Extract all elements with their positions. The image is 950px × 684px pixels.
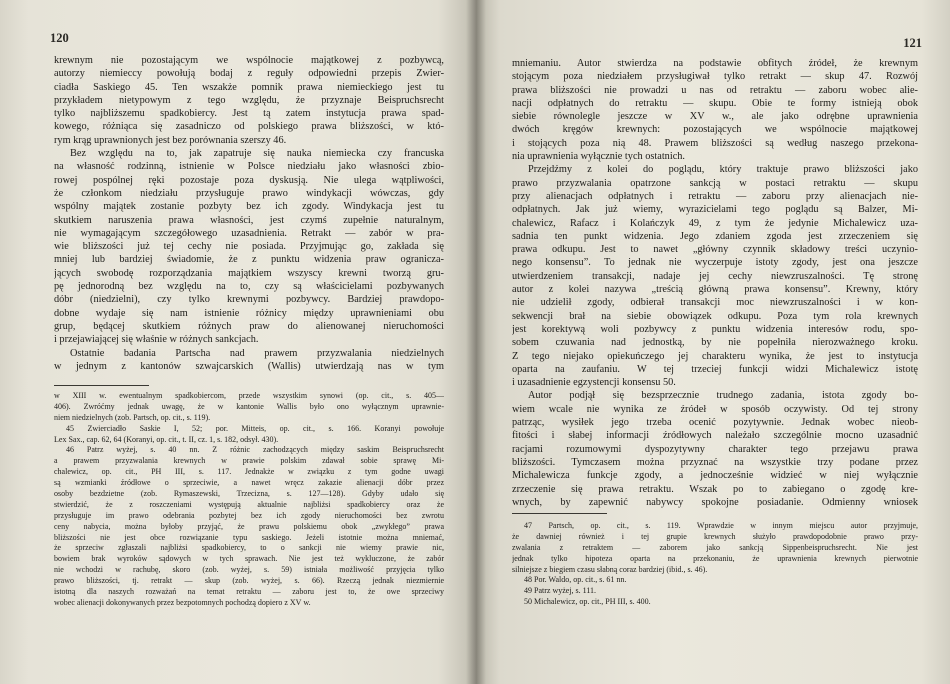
right-body-text xyxy=(512,57,918,509)
text-line: pę jednorodną bez względu na to, czy są właścicielami pozbywanych xyxy=(54,281,444,293)
text-line: tylko najbliższemu spadkobiercy. Jest tą zatem instytucja prawa spad- xyxy=(54,108,444,120)
book-gutter xyxy=(466,0,486,684)
footnote-rule xyxy=(512,513,607,514)
text-line: sobem czuwania nad jednostką, by nie popełniła nierozważnego kroku. xyxy=(512,337,918,349)
text-line: nego konsensu”. To jednak nie wyczerpuje istoty zgody, jest ona jeszcze xyxy=(512,257,918,269)
text-line: Michalewicza funkcje zgody, a jednocześnie widzieć w niej wyłącznie xyxy=(512,470,918,482)
text-line: w jednym z kantonów szwajcarskich (Wallis) utwierdzają nas w tym xyxy=(54,360,444,372)
right-page-number: 121 xyxy=(903,36,922,50)
footnote-rule xyxy=(54,385,149,386)
text-line: utwierdzeniem transakcji, nadaje jej cechy niewzruszalności. Tę stronę xyxy=(512,270,918,282)
text-line: prawa bliższości nie prowadzi u nas od retraktu — zaboru wobec alie- xyxy=(512,84,918,96)
text-line: rym krąg uprawnionych jest bez porównania szerszy 46. xyxy=(54,134,287,146)
footnote-line: 49 Patrz wyżej, s. 111. xyxy=(524,586,597,596)
text-line: dóbr (niedzielni), czy tylko krewnymi pozbywcy. Bardziej prawdopo- xyxy=(54,294,444,306)
left-body-text xyxy=(54,54,444,373)
right-footnotes xyxy=(512,521,918,608)
text-line: jących swobodę rozporządzania majątkiem wszyscy krewni tworzą gru- xyxy=(54,267,444,279)
text-line: patrząc, wysiłek jego trzeba ocenić pozytywnie. Jednak wobec nieob- xyxy=(512,417,918,429)
text-line: skutkiem naruszenia prawa własności, jest czymś zupełnie naturalnym, xyxy=(54,214,444,226)
text-line: nie udzielił zgody, odbierał transakcji moc niewzruszalności i w kon- xyxy=(512,297,918,309)
footnote-line: a prawem przyzwalania krewnych w prawie polskim zdawał sobie sprawę Mi- xyxy=(54,456,444,466)
text-line: wiem wcale nie wynika ze źródeł w sposób oczywisty. Od tej strony xyxy=(512,403,918,415)
footnote-line: 46 Patrz wyżej, s. 40 nn. Z różnic zachodzących między saskim Beispruchsrecht xyxy=(66,445,444,455)
text-line: dobne wydaje się nam istnienie różnicy między uprawnieniami obu xyxy=(54,307,444,319)
footnote-line: są wzmianki źródłowe o sprzeciwie, a nawet wręcz zakazie alienacji dóbr przez xyxy=(54,478,444,488)
footnote-line: ceny nabycia, można byłoby przyjąć, że prawu polskiemu obok „zwykłego” prawa xyxy=(54,521,444,531)
text-line: rowej pospólnej ręki pozostaje poza dyskusją. Nie ulega wątpliwości, xyxy=(54,174,444,186)
text-line: oparta na zaufaniu. W tej trzeciej funkcji widzi Michalewicz istotę xyxy=(512,363,918,375)
right-page xyxy=(476,0,950,684)
text-line: fitości i słabej informacji źródłowych należało szczególnie mocno uzasadnić xyxy=(512,430,918,442)
text-line: nacji odpłatnych do retraktu — skupu. Obie te formy istnieją obok xyxy=(512,97,918,109)
text-line: Przejdźmy z kolei do poglądu, który traktuje prawo bliższości jako xyxy=(528,164,918,176)
text-line: nie wymagającym szczegółowego uzasadnienia. Retrakt — zabór w pra- xyxy=(54,227,444,239)
footnote-line: Lex Sax., cap. 62, 64 (Koranyi, op. cit., t. II, cz. 1, s. 182, odsył. 430). xyxy=(54,434,279,444)
footnote-line: 50 Michalewicz, op. cit., PH III, s. 400. xyxy=(524,597,651,607)
text-line: Autor podjął się bezsprzecznie trudnego zadania, istota zgody bo- xyxy=(528,390,918,402)
text-line: prawo przyzwalania opatrzone sankcją w postaci retraktu — skupu xyxy=(512,177,918,189)
footnote-line: 406). Zwróćmy jednak uwagę, że w kantonie Wallis było ono wyłącznym uprawnie- xyxy=(54,401,444,411)
text-line: mniej lub bardziej świadomie, że z punktu widzenia praw ogranicza- xyxy=(54,254,444,266)
footnote-line: nie wchodzi w rachubę, skoro (zob. wyżej, s. 59) istniała możliwość przyjęcia tylko xyxy=(54,565,444,575)
footnote-line: niem niedzielnych (zob. Partsch, op. cit., s. 119). xyxy=(54,412,211,422)
footnote-line: 47 Partsch, op. cit., s. 119. Wprawdzie w innym miejscu autor przyjmuje, xyxy=(524,521,918,530)
text-line: Ostatnie badania Partscha nad prawem przyzwalania niedzielnych xyxy=(70,347,444,359)
text-line: sadnia ten punkt widzenia. Jego zdaniem zgoda jest zrzeczeniem się xyxy=(512,230,918,242)
text-line: stojącym poza niedziałem przysługiwał tylko retrakt — skup 47. Rozwój xyxy=(512,71,918,83)
footnote-line: zwalania z retraktem — zaborem jako sankcją Sippenbeispruchsrecht. Nie jest xyxy=(512,542,918,552)
text-line: ciadła Saskiego 45. Ten wszakże pomnik prawa niemieckiego jest tu xyxy=(54,81,444,93)
text-line: i uzasadnienie egzystencji konsensu 50. xyxy=(512,377,676,389)
text-line: autorzy niemieccy powołują bodaj z reguły odpowiedni przepis Zwier- xyxy=(54,68,444,80)
text-line: autor z kolei nazywa „treścią główną prawa konsensu”. Krewny, który xyxy=(512,284,918,296)
footnote-line: jednak tylko hipoteza oparta na przekonaniu, że uprawnienia krewnych pierwotnie xyxy=(512,553,918,563)
footnote-line: wobec alienacji dokonywanych przez bezpotomnych pochodzą dopiero z XV w. xyxy=(54,597,311,607)
text-line: krewnym nie pozostającym we wspólnocie majątkowej z pozbywcą, xyxy=(54,55,444,66)
text-line: i przejawiającej się właśnie w różnych sankcjach. xyxy=(54,334,259,346)
text-line: kowego, różniąca się zasadniczo od polskiego prawa bliższości, w któ- xyxy=(54,121,444,133)
text-line: jest korektywą woli pozbywcy z punktu widzenia interesów rodu, spo- xyxy=(512,323,918,335)
text-line: bliższości. Tymczasem można przyznać na wszystkie trzy podane przez xyxy=(512,456,918,468)
text-line: racjami rozumowymi dyspozytywny charakter tego przejawu prawa xyxy=(512,443,918,455)
footnote-line: prawo bliższości, tj. retrakt — skup (zob. wyżej, s. 66). Rzeczą jednak niezmiernie xyxy=(54,576,444,586)
footnote-line: stwierdzić, że z roszczeniami występują aktualnie najbliżsi spadkobiercy oraz że xyxy=(54,499,444,509)
text-line: mniemaniu. Autor stwierdza na podstawie obfitych źródeł, że krewnym xyxy=(512,58,918,69)
text-line: dwóch kręgów krewnych: pozostających we wspólnocie majątkowej xyxy=(512,124,918,136)
text-line: sekwencji brał na siebie obowiązek odkupu. Poza tym rola krewnych xyxy=(512,310,918,322)
text-line: Bez względu na to, jak zapatruje się nauka niemiecka czy francuska xyxy=(70,148,444,160)
text-line: przy alienacjach odpłatnych i retraktu — zaboru przy alienacjach nie- xyxy=(512,190,918,202)
text-line: siebie równolegle jeszcze w XV w., ale jako odrębne uprawnienia xyxy=(512,111,918,123)
text-line: i stojących poza nią 48. Prawem bliższości są według naszego przekona- xyxy=(512,137,918,149)
text-line: grup, będącej skutkiem różnych praw do alienowanej nieruchomości xyxy=(54,320,444,332)
text-line: prawa odkupu. Jest to nawet „główny czynnik składowy treści uczynio- xyxy=(512,244,918,256)
text-line: wspólny majątek zostanie pozbyty bez ich zgody. Windykacja jest tu xyxy=(54,201,444,213)
text-line: wnych, by zapewnić nabywcy spokojne posiadanie. Odmienny wniosek xyxy=(512,496,918,508)
footnote-line: istotną dla naszych rozważań na temat retraktu — zaboru jest to, że owe sprzeciwy xyxy=(54,587,444,597)
text-line: przykładem nietypowym z tego względu, że przyznaje Beispruchsrecht xyxy=(54,94,444,106)
footnote-line: 48 Por. Waldo, op. cit., s. 61 nn. xyxy=(524,575,627,585)
footnote-line: przysługuje im prawo odebrania pozbytej bez ich zgody nieruchomości bez zwrotu xyxy=(54,510,444,520)
left-page-number: 120 xyxy=(50,31,69,45)
text-line: chalewicz, Rafacz i Kolańczyk 49, z tym że jedynie Michalewicz uza- xyxy=(512,217,918,229)
footnote-line: silniejsze z biegiem czasu słabną coraz bardziej (ibid., s. 46). xyxy=(512,564,708,574)
footnote-line: bliższości nie jest obce rozwiązanie typu saskiego. Jeżeli istotnie można mniemać, xyxy=(54,532,444,542)
footnote-line: bowiem brak wyroków sądowych w tych sprawach. Nie jest też wykluczone, że zabór xyxy=(54,554,444,564)
footnote-line: chalewicz, op. cit., PH III, s. 117. Jednakże w związku z tym godne uwagi xyxy=(54,467,444,477)
text-line: Z tego niejako opiekuńczego jej charakteru wynika, że jest to instytucja xyxy=(512,350,918,362)
text-line: nia uprawnienia wyłącznie tych ostatnich. xyxy=(512,151,685,163)
footnote-line: że dawniej również i tej grupie krewnych służyło prawdopodobnie prawo przy- xyxy=(512,531,918,541)
footnote-line: osoby bezdzietne (zob. Rymaszewski, Trzecizna, s. 127—128). Gdyby udało się xyxy=(54,489,444,499)
footnote-line: w XIII w. ewentualnym spadkobiercom, przede wszystkim synowi (op. cit., s. 405— xyxy=(54,391,444,400)
footnote-line: 45 Zwierciadło Saskie I, 52; por. Mitteis, op. cit., s. 166. Koranyi powołuje xyxy=(66,423,444,433)
left-footnotes xyxy=(54,391,444,609)
text-line: na własność rodzinną, istnienie w Polsce niedziału jako własności zbio- xyxy=(54,161,444,173)
footnote-line: że sprzeciw zgłaszali najbliżsi spadkobiercy, to o sankcji nie wiemy prawie nic, xyxy=(54,543,444,553)
text-line: że członkom niedziału przysługuje prawo windykacji wówczas, gdy xyxy=(54,187,444,199)
text-line: odpłatnych. Jak już wiemy, wyrazicielami tego poglądu są Balzer, Mi- xyxy=(512,204,918,216)
text-line: wie bliższości już tej cechy nie posiada. Przyjmując go, zakłada się xyxy=(54,241,444,253)
text-line: zrzeczenie się prawa retraktu. Wszak po to zabiegano o zgodę kre- xyxy=(512,483,918,495)
